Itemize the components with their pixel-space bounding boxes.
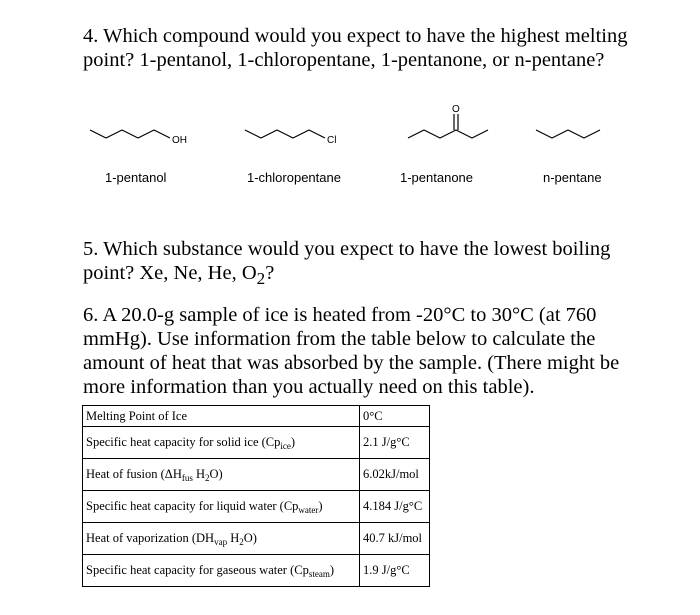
value-cell: 0°C — [360, 406, 430, 427]
pentanone-skeleton — [408, 130, 488, 138]
oh-label: OH — [172, 135, 187, 146]
table-row — [83, 523, 430, 555]
skeletal-structures — [0, 100, 700, 175]
question-5: 5. Which substance would you expect to have the lowest boiling point? Xe, Ne, He, $O_2$? — [83, 238, 611, 289]
table-row — [83, 406, 430, 427]
molecule-label: 1-pentanol — [105, 170, 167, 185]
table-row — [83, 427, 430, 459]
property-cell: Heat of vaporization ($DH_{vap}$ $H_2O$) — [83, 523, 360, 555]
molecule-label: n-pentane — [543, 170, 602, 185]
value-cell: 2.1 J/g°C — [360, 427, 430, 459]
chloropentane-skeleton — [245, 130, 325, 138]
pentane-skeleton — [536, 130, 600, 138]
question-4: 4. Which compound would you expect to have the highest melting point? 1-pentanol, 1-chloropentane, 1-pentanone, or n-pentane? — [83, 25, 628, 71]
value-cell: 1.9 J/g°C — [360, 555, 430, 587]
ketone-o-label: O — [452, 104, 460, 115]
table-row — [83, 459, 430, 491]
property-cell: Specific heat capacity for solid ice $(Cp_{ice})$ — [83, 427, 360, 459]
table-row — [83, 491, 430, 523]
question-6: 6. A 20.0-g sample of ice is heated from -20°C to 30°C (at 760 mmHg). Use information from the table below to calculate the amount of heat that was absorbed by the sample. (There might be more information than you actually need on this table). — [83, 304, 620, 398]
value-cell: 6.02kJ/mol — [360, 459, 430, 491]
cl-label: Cl — [327, 135, 337, 146]
property-cell: Specific heat capacity for liquid water $(Cp_{water})$ — [83, 491, 360, 523]
property-cell: Melting Point of Ice — [83, 406, 360, 427]
value-cell: 40.7 kJ/mol — [360, 523, 430, 555]
table-row — [83, 555, 430, 587]
molecule-label: 1-chloropentane — [247, 170, 341, 185]
molecule-label: 1-pentanone — [400, 170, 474, 185]
data-table — [82, 405, 430, 587]
property-cell: Heat of fusion ($\Delta H_{fus}$ $H_2O$) — [83, 459, 360, 491]
value-cell: 4.184 J/g°C — [360, 491, 430, 523]
property-cell: Specific heat capacity for gaseous water $(Cp_{steam})$ — [83, 555, 360, 587]
pentanol-skeleton — [90, 130, 170, 138]
